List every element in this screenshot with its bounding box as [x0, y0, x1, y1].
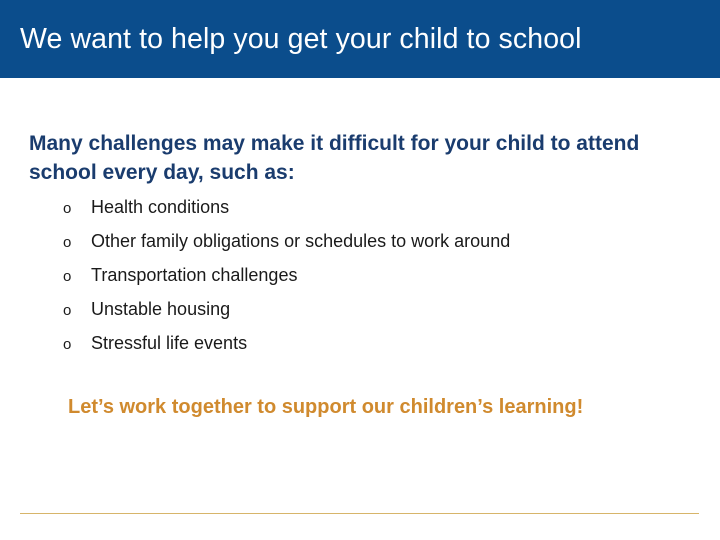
footer-divider: [20, 513, 699, 514]
challenge-list: [63, 190, 510, 360]
bullet-icon: o: [63, 336, 72, 353]
list-item-label: Health conditions: [91, 197, 230, 217]
list-item-label: Unstable housing: [91, 299, 231, 319]
list-item: [63, 190, 510, 224]
list-item: [63, 326, 510, 360]
list-item: [63, 292, 510, 326]
closing-message: Let’s work together to support our children’s learning!: [68, 396, 584, 418]
list-item-label: Stressful life events: [91, 333, 248, 353]
bullet-icon: o: [63, 302, 72, 319]
intro-text: Many challenges may make it difficult for your child to attend school every day, such as:: [29, 132, 640, 184]
list-item: [63, 258, 510, 292]
bullet-icon: o: [63, 200, 72, 217]
bullet-icon: o: [63, 268, 72, 285]
title-bar: [0, 0, 720, 78]
slide-title: We want to help you get your child to school: [20, 22, 582, 55]
list-item-label: Transportation challenges: [91, 265, 298, 285]
list-item: [63, 224, 510, 258]
list-item-label: Other family obligations or schedules to work around: [91, 231, 511, 251]
bullet-icon: o: [63, 234, 72, 251]
